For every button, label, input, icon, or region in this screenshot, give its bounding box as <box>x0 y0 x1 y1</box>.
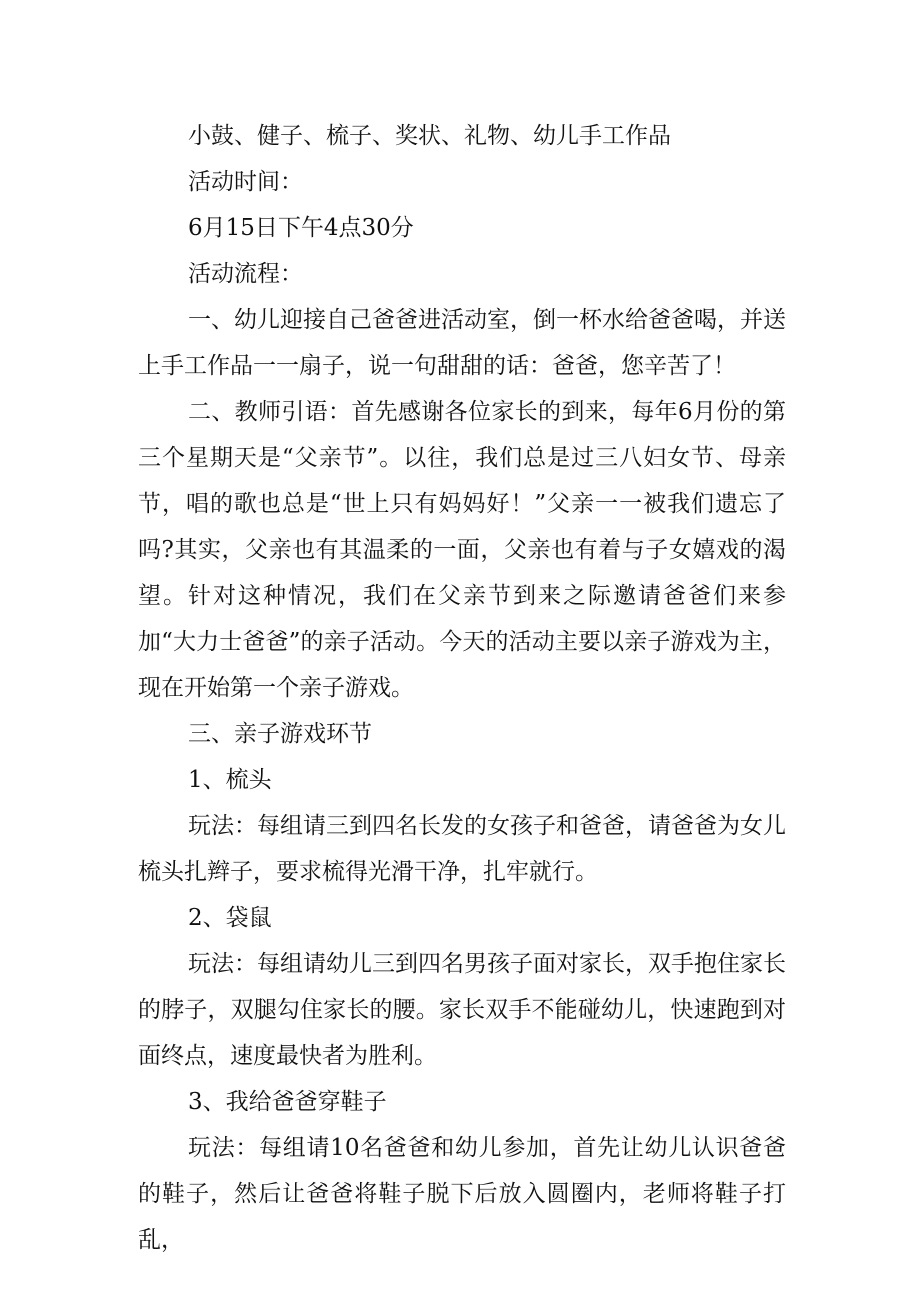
paragraph-step-three-heading: 三、亲子游戏环节 <box>188 721 372 747</box>
paragraph-game-two-title: 2、袋鼠 <box>188 905 272 931</box>
paragraph-step-two: 二、教师引语：首先感谢各位家长的到来，每年6月份的第三个星期天是“父亲节”。以往，我们总是过三八妇女节、母亲节，唱的歌也总是“世上只有妈妈好！”父亲一一被我们遗忘了吗?其实，父亲也有其温柔的一面，父亲也有着与子女嬉戏的渴望。针对这种情况，我们在父亲节到来之际邀请爸爸们来参加“大力士爸爸”的亲子活动。今天的活动主要以亲子游戏为主，现在开始第一个亲子游戏。 <box>138 399 786 701</box>
document-body <box>138 113 786 1263</box>
paragraph-process-heading: 活动流程： <box>188 261 303 287</box>
paragraph-game-three-title: 3、我给爸爸穿鞋子 <box>188 1089 387 1115</box>
paragraph-game-one-title: 1、梳头 <box>188 767 272 793</box>
paragraph-time-heading: 活动时间： <box>188 169 303 195</box>
paragraph-game-two-rules: 玩法：每组请幼儿三到四名男孩子面对家长，双手抱住家长的脖子，双腿勾住家长的腰。家长双手不能碰幼儿，快速跑到对面终点，速度最快者为胜利。 <box>138 951 786 1069</box>
paragraph-game-three-rules: 玩法：每组请10名爸爸和幼儿参加，首先让幼儿认识爸爸的鞋子，然后让爸爸将鞋子脱下后放入圆圈内，老师将鞋子打乱， <box>138 1135 786 1253</box>
paragraph-time-value: 6月15日下午4点30分 <box>188 215 414 241</box>
paragraph-step-one: 一、幼儿迎接自己爸爸进活动室，倒一杯水给爸爸喝，并送上手工作品一一扇子，说一句甜甜的话：爸爸，您辛苦了！ <box>138 307 786 379</box>
paragraph-materials: 小鼓、健子、梳子、奖状、礼物、幼儿手工作品 <box>188 123 671 149</box>
paragraph-game-one-rules: 玩法：每组请三到四名长发的女孩子和爸爸，请爸爸为女儿梳头扎辫子，要求梳得光滑干净，扎牢就行。 <box>138 813 786 885</box>
